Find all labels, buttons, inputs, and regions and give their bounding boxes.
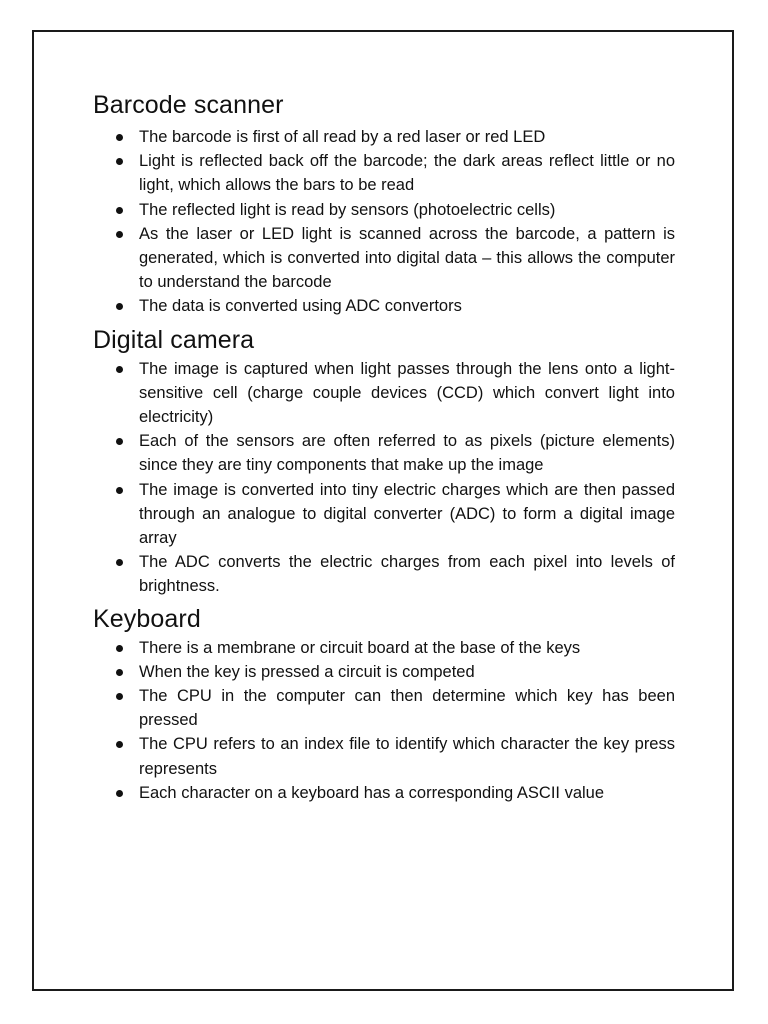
list-item-text: The image is converted into tiny electric charges which are then passed through an analogue to digital converter (ADC) to form a digital image array (139, 480, 675, 548)
bullet-icon (116, 366, 123, 373)
list-item (93, 478, 675, 551)
list-item-text: The reflected light is read by sensors (photoelectric cells) (139, 200, 556, 219)
list-item-text: The ADC converts the electric charges from each pixel into levels of brightness. (139, 553, 675, 596)
list-item-text: Light is reflected back off the barcode; the dark areas reflect little or no light, which allows the bars to be read (139, 152, 675, 195)
list-item (93, 357, 675, 430)
list-item (93, 660, 675, 684)
section-barcode-scanner (93, 88, 675, 319)
list-item-text: Each character on a keyboard has a corresponding ASCII value (139, 783, 605, 802)
bullet-icon (116, 231, 123, 238)
bullet-icon (116, 487, 123, 494)
list-item (93, 636, 675, 660)
bullet-icon (116, 790, 123, 797)
list-item-text: The image is captured when light passes through the lens onto a light-sensitive cell (charge couple devices (CCD) which convert light into electricity) (139, 359, 675, 427)
bullet-list (93, 125, 675, 319)
bullet-icon (116, 645, 123, 652)
list-item-text: The CPU refers to an index file to identify which character the key press represents (139, 735, 675, 778)
list-item (93, 550, 675, 598)
bullet-list (93, 636, 675, 805)
list-item-text: The CPU in the computer can then determine which key has been pressed (139, 687, 675, 730)
section-heading: Keyboard (93, 604, 201, 633)
list-item (93, 429, 675, 477)
section-digital-camera (93, 323, 675, 599)
bullet-icon (116, 669, 123, 676)
list-item (93, 222, 675, 295)
document-body (93, 88, 675, 805)
bullet-icon (116, 559, 123, 566)
bullet-icon (116, 303, 123, 310)
bullet-list (93, 357, 675, 599)
section-heading: Digital camera (93, 325, 255, 354)
bullet-icon (116, 158, 123, 165)
section-heading: Barcode scanner (93, 91, 284, 119)
list-item-text: Each of the sensors are often referred to as pixels (picture elements) since they are tiny components that make up the image (139, 432, 675, 475)
list-item (93, 149, 675, 197)
list-item-text: The barcode is first of all read by a red laser or red LED (139, 128, 546, 146)
list-item (93, 294, 675, 318)
list-item-text: There is a membrane or circuit board at the base of the keys (139, 638, 581, 657)
bullet-icon (116, 134, 123, 141)
list-item-text: When the key is pressed a circuit is competed (139, 662, 475, 681)
list-item (93, 732, 675, 780)
bullet-icon (116, 741, 123, 748)
list-item (93, 198, 675, 222)
bullet-icon (116, 438, 123, 445)
bullet-icon (116, 207, 123, 214)
list-item-text: As the laser or LED light is scanned across the barcode, a pattern is generated, which is converted into digital data – this allows the computer to understand the barcode (139, 224, 675, 292)
list-item (93, 125, 675, 149)
list-item-text: The data is converted using ADC convertors (139, 297, 462, 316)
bullet-icon (116, 693, 123, 700)
list-item (93, 684, 675, 732)
list-item (93, 781, 675, 805)
section-keyboard (93, 602, 675, 805)
